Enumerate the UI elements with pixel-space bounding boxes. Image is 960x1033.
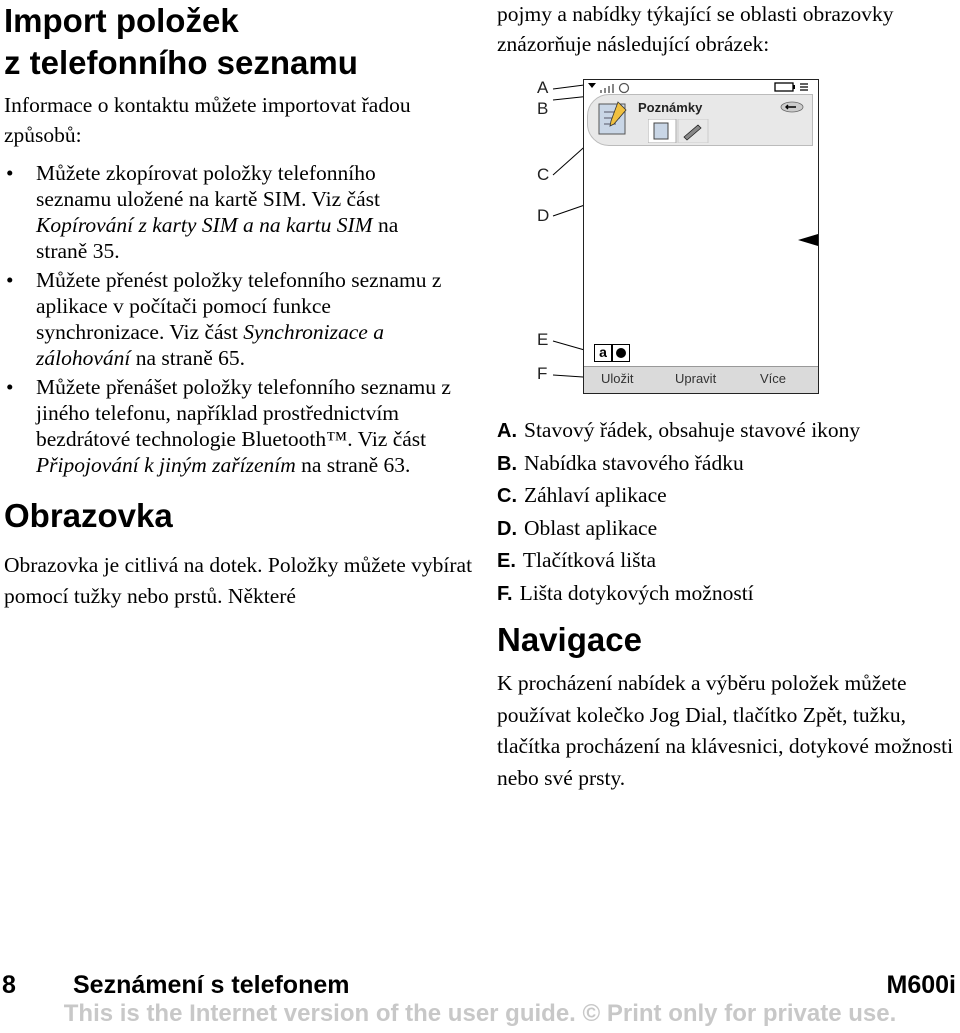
application-area[interactable] <box>584 146 818 342</box>
cross-reference-link[interactable]: Připojování k jiným zařízením <box>36 453 296 477</box>
section-name: Seznámení s telefonem <box>73 971 350 999</box>
record-dot-icon <box>616 348 626 358</box>
legend-item: B. Nabídka stavového řádku <box>497 450 744 475</box>
bullet-marker: • <box>6 375 14 399</box>
model-name: M600i <box>886 971 956 999</box>
application-header <box>587 94 813 146</box>
softkey-more[interactable]: Více <box>760 371 787 386</box>
bullet-marker: • <box>6 268 14 292</box>
diagram-intro: pojmy a nabídky týkající se oblasti obrazovky znázorňuje následující obrázek: <box>497 2 894 56</box>
cross-reference-link[interactable]: Kopírování z karty SIM a na kartu SIM <box>36 213 373 237</box>
signal-icon <box>588 82 638 94</box>
label-b: B <box>537 99 549 118</box>
legend-item: D. Oblast aplikace <box>497 515 658 540</box>
navigation-paragraph: K procházení nabídek a výběru položek můžete používat kolečko Jog Dial, tlačítko Zpět, tužku, tlačítka procházení na klávesnici, dotykové možnosti nebo své prsty. <box>497 671 954 790</box>
bullet-text-end: na straně 35. <box>36 213 399 263</box>
bullet-text-end: na straně 65. <box>130 346 245 370</box>
label-c: C <box>537 165 550 184</box>
intro-paragraph: Informace o kontaktu můžete importovat řadou způsobů: <box>4 93 411 147</box>
bullet-text-end: na straně 63. <box>295 453 411 477</box>
title-line-1: Import položek <box>4 2 239 39</box>
phone-screen <box>583 79 819 394</box>
status-bar[interactable] <box>584 80 818 94</box>
bullet-text: Můžete přenést položky telefonního seznamu z aplikace v počítači pomocí funkce synchronizace. Viz část <box>36 268 442 344</box>
touch-options-bar <box>584 366 818 393</box>
input-mode-button[interactable]: a <box>594 344 612 362</box>
button-bar <box>592 344 642 364</box>
back-icon[interactable] <box>780 101 804 113</box>
battery-icon <box>774 81 814 93</box>
screen-paragraph: Obrazovka je citlivá na dotek. Položky můžete vybírat pomocí tužky nebo prstů. Některé <box>4 553 473 608</box>
internet-version-notice: This is the Internet version of the user guide. © Print only for private use. <box>63 1000 897 1027</box>
softkey-edit[interactable]: Upravit <box>675 371 717 386</box>
legend-item: E. Tlačítková lišta <box>497 548 657 572</box>
bullet-marker: • <box>6 161 14 185</box>
legend-item: A. Stavový řádek, obsahuje stavové ikony <box>497 418 861 442</box>
notes-icon <box>596 98 632 138</box>
label-a: A <box>537 78 549 97</box>
label-d: D <box>537 206 550 225</box>
tab-icons[interactable] <box>648 119 718 143</box>
softkey-save[interactable]: Uložit <box>601 371 634 386</box>
cross-reference-link[interactable]: Synchronizace a zálohování <box>36 320 384 370</box>
page-number: 8 <box>2 971 16 999</box>
label-e: E <box>537 330 549 349</box>
app-title: Poznámky <box>638 100 703 115</box>
title-line-2: z telefonního seznamu <box>4 44 358 81</box>
diagram-legend <box>497 415 960 610</box>
label-f: F <box>537 364 548 383</box>
record-button[interactable] <box>612 344 630 362</box>
section-heading-obrazovka: Obrazovka <box>4 497 173 534</box>
section-heading-navigace: Navigace <box>497 621 642 658</box>
page-footer <box>0 968 960 1004</box>
bullet-text: Můžete zkopírovat položky telefonního seznamu uložené na kartě SIM. Viz část <box>36 161 380 211</box>
bullet-text: Můžete přenášet položky telefonního seznamu z jiného telefonu, například prostřednictvím bezdrátové technologie Bluetooth™. Viz část <box>36 375 451 451</box>
legend-item: C. Záhlaví aplikace <box>497 483 667 507</box>
legend-item: F. Lišta dotykových možností <box>497 580 754 605</box>
scroll-indicator[interactable] <box>798 234 818 246</box>
